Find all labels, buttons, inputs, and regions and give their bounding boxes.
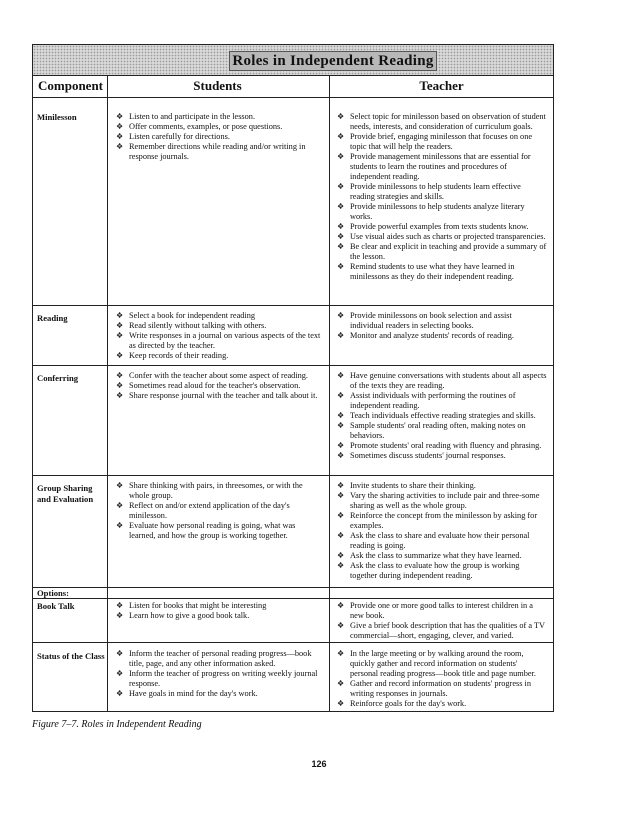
list-item: ❖ Provide minilessons on book selection and assist individual readers in selecting books. (337, 311, 547, 331)
list-item: ❖ Sample students' oral reading often, making notes on behaviors. (337, 421, 547, 441)
row-conferring-teacher (337, 371, 547, 461)
list-item: ❖ Inform the teacher of progress on writing weekly journal response. (116, 669, 322, 689)
row-conferring-students (116, 371, 322, 401)
header-component: Component (38, 78, 104, 93)
column-rule (107, 75, 108, 711)
list-item: ❖ Share thinking with pairs, in threesomes, or with the whole group. (116, 481, 322, 501)
list-item: ❖ Listen carefully for directions. (116, 132, 322, 142)
row-group-sharing-students (116, 481, 322, 541)
list-item: ❖ Provide minilessons to help students learn effective reading strategies and skills. (337, 182, 547, 202)
options-label: Options: (37, 588, 69, 598)
title-banner (33, 45, 553, 76)
row-minilesson-label: Minilesson (37, 112, 77, 122)
header-rule (33, 97, 553, 98)
list-item: ❖ Offer comments, examples, or pose questions. (116, 122, 322, 132)
row-conferring-label: Conferring (37, 373, 79, 383)
row-status-label: Status of the Class (37, 651, 105, 661)
list-item: ❖ In the large meeting or by walking around the room, quickly gather and record information on students' personal reading progress—book title and page number. (337, 649, 547, 679)
list-item: ❖ Remind students to use what they have learned in minilessons as they do their independent reading. (337, 262, 547, 282)
list-item: ❖ Give a brief book description that has the qualities of a TV commercial—short, engaging, clever, and varied. (337, 621, 547, 641)
list-item: ❖ Reflect on and/or extend application of the day's minilesson. (116, 501, 322, 521)
row-minilesson-teacher (337, 112, 547, 282)
list-item: ❖ Monitor and analyze students' records of reading. (337, 331, 547, 341)
list-item: ❖ Have genuine conversations with students about all aspects of the texts they are reading. (337, 371, 547, 391)
list-item: ❖ Listen to and participate in the lesson. (116, 112, 322, 122)
list-item: ❖ Select a book for independent reading (116, 311, 322, 321)
list-item: ❖ Provide minilessons to help students analyze literary works. (337, 202, 547, 222)
list-item: ❖ Confer with the teacher about some aspect of reading. (116, 371, 322, 381)
list-item: ❖ Be clear and explicit in teaching and provide a summary of the lesson. (337, 242, 547, 262)
row-rule (33, 598, 553, 599)
list-item: ❖ Sometimes read aloud for the teacher's observation. (116, 381, 322, 391)
row-minilesson-students (116, 112, 322, 162)
list-item: ❖ Reinforce the concept from the minilesson by asking for examples. (337, 511, 547, 531)
list-item: ❖ Keep records of their reading. (116, 351, 322, 361)
list-item: ❖ Write responses in a journal on various aspects of the text as directed by the teacher. (116, 331, 322, 351)
list-item: ❖ Assist individuals with performing the routines of independent reading. (337, 391, 547, 411)
row-rule (33, 587, 553, 588)
row-rule (33, 365, 553, 366)
row-book-talk-label: Book Talk (37, 601, 75, 611)
row-rule (33, 305, 553, 306)
row-reading-students (116, 311, 322, 361)
header-students: Students (193, 78, 242, 93)
row-status-students (116, 649, 322, 699)
list-item: ❖ Ask the class to evaluate how the group is working together during independent reading. (337, 561, 547, 581)
list-item: ❖ Provide one or more good talks to interest children in a new book. (337, 601, 547, 621)
list-item: ❖ Ask the class to share and evaluate how their personal reading is going. (337, 531, 547, 551)
table-title: Roles in Independent Reading (229, 51, 437, 71)
header-teacher: Teacher (419, 78, 464, 93)
list-item: ❖ Evaluate how personal reading is going, what was learned, and how the group is working together. (116, 521, 322, 541)
list-item: ❖ Read silently without talking with others. (116, 321, 322, 331)
row-book-talk-students (116, 601, 322, 621)
list-item: ❖ Promote students' oral reading with fluency and phrasing. (337, 441, 547, 451)
row-group-sharing-label: Group Sharing and Evaluation (37, 483, 94, 504)
list-item: ❖ Ask the class to summarize what they have learned. (337, 551, 547, 561)
list-item: ❖ Select topic for minilesson based on observation of student needs, interests, and consideration of curriculum goals. (337, 112, 547, 132)
list-item: ❖ Learn how to give a good book talk. (116, 611, 322, 621)
column-rule (329, 75, 330, 711)
list-item: ❖ Invite students to share their thinking. (337, 481, 547, 491)
page-number: 126 (311, 759, 327, 769)
list-item: ❖ Provide powerful examples from texts students know. (337, 222, 547, 232)
row-book-talk-teacher (337, 601, 547, 641)
figure-caption: Figure 7–7. Roles in Independent Reading (32, 719, 202, 730)
list-item: ❖ Reinforce goals for the day's work. (337, 699, 547, 709)
row-rule (33, 475, 553, 476)
row-status-teacher (337, 649, 547, 709)
list-item: ❖ Inform the teacher of personal reading progress—book title, page, and any other information asked. (116, 649, 322, 669)
list-item: ❖ Listen for books that might be interesting (116, 601, 322, 611)
row-reading-teacher (337, 311, 547, 341)
list-item: ❖ Sometimes discuss students' journal responses. (337, 451, 547, 461)
list-item: ❖ Provide management minilessons that are essential for students to learn the routines and procedures of independent reading. (337, 152, 547, 182)
list-item: ❖ Gather and record information on students' progress in writing responses in journals. (337, 679, 547, 699)
list-item: ❖ Teach individuals effective reading strategies and skills. (337, 411, 547, 421)
row-reading-label: Reading (37, 313, 68, 323)
list-item: ❖ Have goals in mind for the day's work. (116, 689, 322, 699)
list-item: ❖ Vary the sharing activities to include pair and three-some sharing as well as the whole group. (337, 491, 547, 511)
row-group-sharing-teacher (337, 481, 547, 581)
list-item: ❖ Remember directions while reading and/or writing in response journals. (116, 142, 322, 162)
row-rule (33, 642, 553, 643)
list-item: ❖ Share response journal with the teacher and talk about it. (116, 391, 322, 401)
list-item: ❖ Provide brief, engaging minilesson that focuses on one topic that will help the readers. (337, 132, 547, 152)
list-item: ❖ Use visual aides such as charts or projected transparencies. (337, 232, 547, 242)
